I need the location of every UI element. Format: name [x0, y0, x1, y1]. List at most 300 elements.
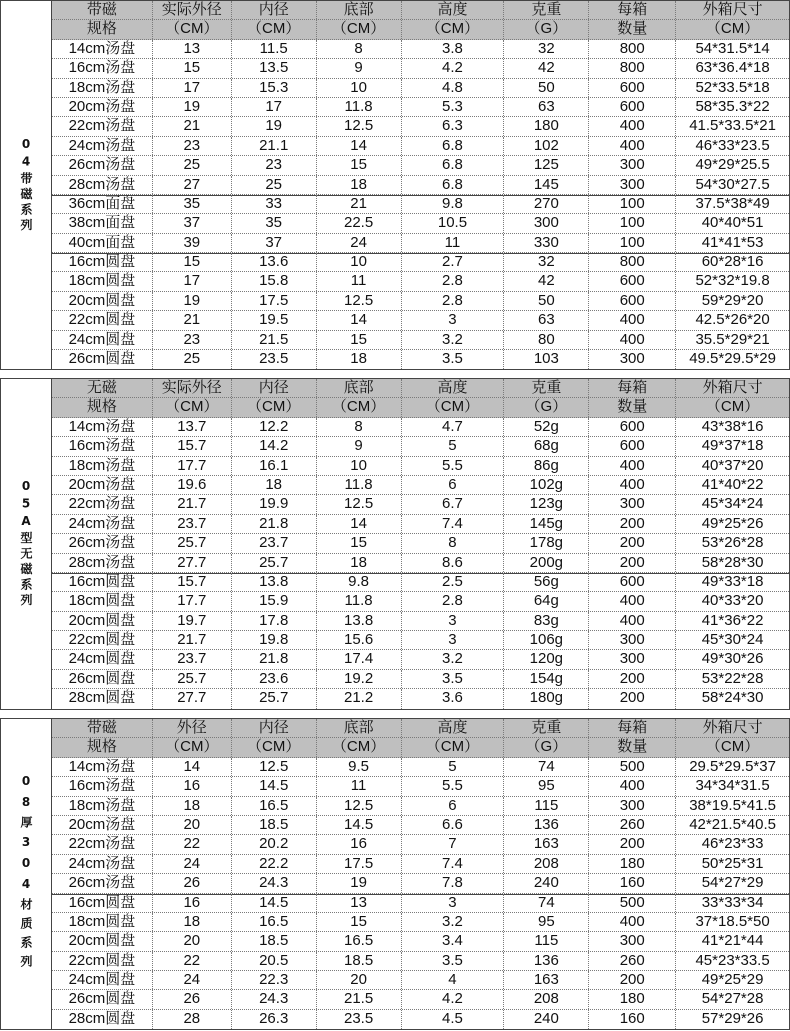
- height-subheader-cell: （CM）: [402, 20, 505, 38]
- height-cell: 5.5: [402, 777, 505, 795]
- carton-size-header-cell: 外箱尺寸: [702, 719, 763, 736]
- per-box-header-cell: 每箱: [589, 1, 676, 19]
- spec-cell: 20cm圆盘: [52, 612, 153, 630]
- series-label-text: 08厚304材质系列: [19, 774, 33, 975]
- weight-cell: 136: [504, 952, 589, 970]
- weight-cell: 120g: [504, 650, 589, 668]
- carton-size-cell: 63*36.4*18: [695, 59, 770, 77]
- weight-cell: 145: [504, 176, 589, 194]
- height-cell: 3.6: [402, 689, 505, 708]
- per-box-subheader-cell: 数量: [589, 20, 676, 38]
- inner-diameter-cell: 23.5: [232, 350, 317, 369]
- spec-cell: 16cm圆盘: [52, 894, 153, 912]
- per-box-cell: 200: [589, 554, 676, 572]
- table-row: [52, 253, 789, 272]
- spec-cell: 26cm汤盘: [52, 874, 153, 892]
- series-label-text: 04带磁系列: [19, 136, 33, 234]
- spec-cell: 24cm汤盘: [52, 137, 153, 155]
- bottom-cell: 18: [317, 554, 402, 572]
- subheader-row: [52, 398, 789, 417]
- weight-cell: 68g: [504, 437, 589, 455]
- per-box-cell: 400: [589, 457, 676, 475]
- inner-diameter-subheader-cell: （CM）: [232, 20, 317, 38]
- carton-size-cell: 35.5*29*21: [695, 330, 770, 348]
- carton-size-cell: 40*40*51: [701, 214, 764, 232]
- spec-cell: 18cm圆盘: [52, 913, 153, 931]
- bottom-cell: 15: [317, 331, 402, 349]
- inner-diameter-cell: 24.3: [232, 874, 317, 892]
- series-label-text: 05A型无磁系列: [19, 478, 33, 609]
- outer-diameter-header-cell: 实际外径: [153, 379, 232, 397]
- bottom-cell: 11: [317, 777, 402, 795]
- outer-diameter-cell: 23: [153, 137, 232, 155]
- carton-size-cell: 54*27*29: [701, 874, 764, 892]
- outer-diameter-cell: 37: [153, 214, 232, 232]
- table-row: [52, 913, 789, 932]
- carton-size-cell: 45*23*33.5: [695, 951, 770, 969]
- outer-diameter-cell: 15: [153, 59, 232, 77]
- inner-diameter-cell: 19: [232, 117, 317, 135]
- weight-header-cell: 克重: [504, 719, 589, 737]
- per-box-cell: 300: [589, 495, 676, 513]
- outer-diameter-cell: 25.7: [153, 670, 232, 688]
- bottom-cell: 9.5: [317, 758, 402, 776]
- per-box-cell: 600: [589, 79, 676, 97]
- bottom-cell: 21: [317, 195, 402, 213]
- weight-cell: 74: [504, 758, 589, 776]
- weight-cell: 32: [504, 40, 589, 58]
- spec-cell: 22cm圆盘: [52, 311, 153, 329]
- spec-cell: 38cm面盘: [52, 214, 153, 232]
- spec-cell: 18cm汤盘: [52, 457, 153, 475]
- weight-cell: 103: [504, 350, 589, 369]
- height-cell: 4.8: [402, 79, 505, 97]
- table-row: [52, 331, 789, 350]
- spec-cell: 16cm汤盘: [52, 437, 153, 455]
- carton-size-cell: 49*25*26: [701, 514, 764, 532]
- outer-diameter-cell: 26: [153, 990, 232, 1008]
- outer-diameter-cell: 15: [153, 253, 232, 271]
- per-box-cell: 300: [589, 631, 676, 649]
- inner-diameter-cell: 20.2: [232, 835, 317, 853]
- carton-size-cell: 54*27*28: [701, 990, 764, 1008]
- per-box-cell: 400: [589, 612, 676, 630]
- bottom-cell: 9: [317, 437, 402, 455]
- per-box-header-cell: 每箱: [589, 379, 676, 397]
- weight-cell: 52g: [504, 418, 589, 436]
- weight-cell: 115: [504, 932, 589, 950]
- table-row: [52, 195, 789, 214]
- weight-cell: 95: [504, 777, 589, 795]
- carton-size-cell: 52*32*19.8: [695, 272, 770, 290]
- inner-diameter-cell: 16.5: [232, 913, 317, 931]
- bottom-cell: 13.8: [317, 612, 402, 630]
- weight-cell: 50: [504, 79, 589, 97]
- height-cell: 6.6: [402, 816, 505, 834]
- height-cell: 4.2: [402, 990, 505, 1008]
- spec-subheader-cell: 规格: [52, 398, 153, 416]
- height-cell: 6.8: [402, 156, 505, 174]
- bottom-cell: 12.5: [317, 117, 402, 135]
- outer-diameter-subheader-cell: （CM）: [153, 738, 232, 756]
- weight-cell: 208: [504, 990, 589, 1008]
- table-row: [52, 932, 789, 951]
- weight-header-cell: 克重: [504, 379, 589, 397]
- carton-size-cell: 45*34*24: [701, 495, 764, 513]
- inner-diameter-cell: 19.9: [232, 495, 317, 513]
- outer-diameter-cell: 17.7: [153, 592, 232, 610]
- outer-diameter-cell: 22: [153, 952, 232, 970]
- table-row: [52, 689, 789, 708]
- carton-size-cell: 49*29*25.5: [695, 156, 770, 174]
- outer-diameter-cell: 20: [153, 816, 232, 834]
- bottom-cell: 12.5: [317, 292, 402, 310]
- spec-cell: 28cm汤盘: [52, 554, 153, 572]
- spec-cell: 26cm圆盘: [52, 670, 153, 688]
- spec-cell: 20cm汤盘: [52, 816, 153, 834]
- table-row: [52, 272, 789, 291]
- bottom-cell: 8: [317, 418, 402, 436]
- per-box-cell: 260: [589, 816, 676, 834]
- weight-cell: 95: [504, 913, 589, 931]
- height-cell: 2.8: [402, 292, 505, 310]
- inner-diameter-header-cell: 内径: [232, 379, 317, 397]
- table-row: [52, 117, 789, 136]
- outer-diameter-cell: 13: [153, 40, 232, 58]
- per-box-cell: 600: [589, 98, 676, 116]
- outer-diameter-cell: 27: [153, 176, 232, 194]
- per-box-cell: 300: [589, 156, 676, 174]
- inner-diameter-cell: 17.5: [232, 292, 317, 310]
- weight-subheader-cell: （G）: [504, 20, 589, 38]
- outer-diameter-header-cell: 外径: [153, 719, 232, 737]
- height-cell: 8: [402, 534, 505, 552]
- table-row: [52, 971, 789, 990]
- outer-diameter-cell: 19.6: [153, 476, 232, 494]
- height-cell: 6: [402, 797, 505, 815]
- spec-cell: 22cm汤盘: [52, 117, 153, 135]
- table-row: [52, 515, 789, 534]
- bottom-header-cell: 底部: [317, 719, 402, 737]
- spec-cell: 22cm汤盘: [52, 495, 153, 513]
- bottom-cell: 19: [317, 874, 402, 892]
- height-header-cell: 高度: [402, 379, 505, 397]
- per-box-cell: 100: [589, 195, 676, 213]
- table-row: [52, 176, 789, 195]
- height-cell: 3: [402, 894, 505, 912]
- inner-diameter-cell: 12.2: [232, 418, 317, 436]
- carton-size-cell: 29.5*29.5*37: [689, 757, 776, 775]
- height-header-cell: 高度: [402, 719, 505, 737]
- spec-cell: 16cm圆盘: [52, 573, 153, 591]
- per-box-cell: 100: [589, 214, 676, 232]
- inner-diameter-cell: 22.3: [232, 971, 317, 989]
- height-cell: 6.7: [402, 495, 505, 513]
- bottom-cell: 17.5: [317, 855, 402, 873]
- bottom-cell: 18: [317, 176, 402, 194]
- bottom-cell: 15.6: [317, 631, 402, 649]
- bottom-cell: 15: [317, 913, 402, 931]
- per-box-cell: 180: [589, 990, 676, 1008]
- bottom-cell: 21.2: [317, 689, 402, 708]
- carton-size-cell: 33*33*34: [701, 893, 764, 911]
- carton-size-cell: 58*24*30: [701, 689, 764, 707]
- inner-diameter-cell: 13.8: [232, 573, 317, 591]
- inner-diameter-subheader-cell: （CM）: [232, 398, 317, 416]
- inner-diameter-subheader-cell: （CM）: [232, 738, 317, 756]
- weight-cell: 42: [504, 272, 589, 290]
- table-row: [52, 631, 789, 650]
- bottom-cell: 11.8: [317, 592, 402, 610]
- table-row: [52, 234, 789, 253]
- bottom-cell: 23.5: [317, 1010, 402, 1029]
- spec-cell: 20cm汤盘: [52, 98, 153, 116]
- spec-grid: [52, 0, 790, 370]
- table-row: [52, 495, 789, 514]
- bottom-cell: 11.8: [317, 98, 402, 116]
- inner-diameter-cell: 23: [232, 156, 317, 174]
- spec-cell: 26cm汤盘: [52, 534, 153, 552]
- spec-cell: 16cm圆盘: [52, 253, 153, 271]
- series-label: [0, 0, 52, 370]
- spec-cell: 18cm圆盘: [52, 592, 153, 610]
- spec-cell: 26cm圆盘: [52, 350, 153, 369]
- weight-cell: 106g: [504, 631, 589, 649]
- outer-diameter-cell: 21: [153, 311, 232, 329]
- carton-size-cell: 37.5*38*49: [695, 194, 770, 212]
- table-row: [52, 40, 789, 59]
- carton-size-subheader-cell: （CM）: [705, 398, 760, 416]
- height-cell: 6.8: [402, 176, 505, 194]
- carton-size-cell: 42.5*26*20: [695, 311, 770, 329]
- height-cell: 3.5: [402, 952, 505, 970]
- spec-subheader-cell: 规格: [52, 20, 153, 38]
- bottom-cell: 13: [317, 894, 402, 912]
- height-cell: 4: [402, 971, 505, 989]
- table-row: [52, 350, 789, 369]
- weight-cell: 32: [504, 253, 589, 271]
- inner-diameter-cell: 19.8: [232, 631, 317, 649]
- spec-cell: 22cm汤盘: [52, 835, 153, 853]
- carton-size-cell: 43*38*16: [701, 417, 764, 435]
- height-cell: 3.4: [402, 932, 505, 950]
- height-cell: 9.8: [402, 195, 505, 213]
- per-box-cell: 400: [589, 913, 676, 931]
- per-box-subheader-cell: 数量: [589, 398, 676, 416]
- table-row: [52, 835, 789, 854]
- weight-cell: 123g: [504, 495, 589, 513]
- inner-diameter-cell: 23.6: [232, 670, 317, 688]
- bottom-cell: 11: [317, 272, 402, 290]
- inner-diameter-cell: 25: [232, 176, 317, 194]
- inner-diameter-header-cell: 内径: [232, 1, 317, 19]
- bottom-cell: 24: [317, 234, 402, 252]
- inner-diameter-cell: 15.9: [232, 592, 317, 610]
- height-cell: 6.3: [402, 117, 505, 135]
- height-cell: 5.3: [402, 98, 505, 116]
- inner-diameter-cell: 21.8: [232, 515, 317, 533]
- spec-cell: 28cm圆盘: [52, 1010, 153, 1029]
- per-box-cell: 500: [589, 758, 676, 776]
- weight-cell: 163: [504, 971, 589, 989]
- per-box-cell: 260: [589, 952, 676, 970]
- carton-size-cell: 50*25*31: [701, 854, 764, 872]
- inner-diameter-cell: 23.7: [232, 534, 317, 552]
- height-cell: 2.7: [402, 253, 505, 271]
- per-box-cell: 200: [589, 835, 676, 853]
- carton-size-subheader-cell: （CM）: [705, 738, 760, 756]
- bottom-header-cell: 底部: [317, 379, 402, 397]
- table-row: [52, 874, 789, 893]
- inner-diameter-cell: 35: [232, 214, 317, 232]
- spec-cell: 18cm汤盘: [52, 79, 153, 97]
- bottom-cell: 18: [317, 350, 402, 369]
- carton-size-cell: 46*23*33: [701, 835, 764, 853]
- table-row: [52, 855, 789, 874]
- outer-diameter-cell: 17.7: [153, 457, 232, 475]
- height-cell: 5.5: [402, 457, 505, 475]
- height-cell: 5: [402, 758, 505, 776]
- per-box-cell: 400: [589, 311, 676, 329]
- outer-diameter-cell: 23.7: [153, 515, 232, 533]
- per-box-cell: 160: [589, 1010, 676, 1029]
- weight-cell: 200g: [504, 554, 589, 572]
- per-box-cell: 200: [589, 670, 676, 688]
- carton-size-header-cell: 外箱尺寸: [702, 379, 763, 396]
- bottom-cell: 21.5: [317, 990, 402, 1008]
- carton-size-cell: 37*18.5*50: [695, 912, 770, 930]
- per-box-cell: 300: [589, 350, 676, 369]
- weight-cell: 50: [504, 292, 589, 310]
- carton-size-cell: 58*35.3*22: [695, 97, 770, 115]
- outer-diameter-cell: 24: [153, 855, 232, 873]
- outer-diameter-cell: 25: [153, 156, 232, 174]
- carton-size-cell: 60*28*16: [701, 253, 764, 271]
- height-cell: 6: [402, 476, 505, 494]
- table-row: [52, 79, 789, 98]
- weight-cell: 145g: [504, 515, 589, 533]
- inner-diameter-cell: 20.5: [232, 952, 317, 970]
- table-row: [52, 214, 789, 233]
- height-cell: 10.5: [402, 214, 505, 232]
- weight-cell: 83g: [504, 612, 589, 630]
- carton-size-cell: 38*19.5*41.5: [689, 796, 776, 814]
- weight-cell: 115: [504, 797, 589, 815]
- inner-diameter-cell: 22.2: [232, 855, 317, 873]
- height-cell: 7.4: [402, 855, 505, 873]
- height-cell: 2.8: [402, 592, 505, 610]
- per-box-cell: 400: [589, 476, 676, 494]
- inner-diameter-cell: 14.2: [232, 437, 317, 455]
- series-08-table: [0, 718, 790, 1030]
- table-row: [52, 952, 789, 971]
- inner-diameter-cell: 18.5: [232, 932, 317, 950]
- height-cell: 3: [402, 311, 505, 329]
- inner-diameter-cell: 18: [232, 476, 317, 494]
- height-cell: 3: [402, 612, 505, 630]
- per-box-cell: 800: [589, 253, 676, 271]
- carton-size-cell: 45*30*24: [701, 631, 764, 649]
- weight-cell: 154g: [504, 670, 589, 688]
- header-row: [52, 719, 789, 738]
- carton-size-header-cell: 外箱尺寸: [702, 1, 763, 18]
- subheader-row: [52, 738, 789, 757]
- carton-size-cell: 40*33*20: [701, 592, 764, 610]
- table-row: [52, 650, 789, 669]
- bottom-cell: 12.5: [317, 797, 402, 815]
- outer-diameter-cell: 18: [153, 797, 232, 815]
- per-box-cell: 600: [589, 418, 676, 436]
- height-cell: 3.2: [402, 331, 505, 349]
- bottom-cell: 16: [317, 835, 402, 853]
- per-box-cell: 400: [589, 137, 676, 155]
- inner-diameter-cell: 33: [232, 195, 317, 213]
- inner-diameter-cell: 37: [232, 234, 317, 252]
- weight-cell: 330: [504, 234, 589, 252]
- spec-cell: 24cm圆盘: [52, 650, 153, 668]
- inner-diameter-cell: 26.3: [232, 1010, 317, 1029]
- inner-diameter-header-cell: 内径: [232, 719, 317, 737]
- weight-subheader-cell: （G）: [504, 398, 589, 416]
- bottom-cell: 17.4: [317, 650, 402, 668]
- inner-diameter-cell: 15.3: [232, 79, 317, 97]
- height-cell: 4.2: [402, 59, 505, 77]
- outer-diameter-cell: 15.7: [153, 573, 232, 591]
- weight-cell: 208: [504, 855, 589, 873]
- carton-size-subheader-cell: （CM）: [705, 20, 760, 38]
- carton-size-cell: 46*33*23.5: [695, 136, 770, 154]
- weight-cell: 270: [504, 195, 589, 213]
- per-box-cell: 400: [589, 777, 676, 795]
- bottom-cell: 11.8: [317, 476, 402, 494]
- carton-size-cell: 41.5*33.5*21: [689, 117, 776, 135]
- spec-cell: 36cm面盘: [52, 195, 153, 213]
- weight-cell: 178g: [504, 534, 589, 552]
- height-cell: 2.5: [402, 573, 505, 591]
- inner-diameter-cell: 21.5: [232, 331, 317, 349]
- header-row: [52, 379, 789, 398]
- weight-cell: 240: [504, 874, 589, 892]
- table-row: [52, 59, 789, 78]
- bottom-header-cell: 底部: [317, 1, 402, 19]
- weight-cell: 80: [504, 331, 589, 349]
- per-box-cell: 300: [589, 932, 676, 950]
- spec-cell: 22cm圆盘: [52, 631, 153, 649]
- table-row: [52, 292, 789, 311]
- inner-diameter-cell: 21.1: [232, 137, 317, 155]
- spec-cell: 22cm圆盘: [52, 952, 153, 970]
- per-box-cell: 160: [589, 874, 676, 892]
- height-cell: 2.8: [402, 272, 505, 290]
- outer-diameter-cell: 21.7: [153, 631, 232, 649]
- per-box-cell: 800: [589, 59, 676, 77]
- height-cell: 4.5: [402, 1010, 505, 1029]
- per-box-cell: 200: [589, 971, 676, 989]
- carton-size-cell: 57*29*26: [701, 1009, 764, 1027]
- carton-size-cell: 41*41*53: [701, 233, 764, 251]
- table-row: [52, 476, 789, 495]
- outer-diameter-cell: 17: [153, 272, 232, 290]
- table-row: [52, 457, 789, 476]
- outer-diameter-cell: 39: [153, 234, 232, 252]
- outer-diameter-cell: 25.7: [153, 534, 232, 552]
- bottom-subheader-cell: （CM）: [317, 738, 402, 756]
- height-cell: 4.7: [402, 418, 505, 436]
- carton-size-cell: 49*30*26: [701, 650, 764, 668]
- bottom-cell: 20: [317, 971, 402, 989]
- outer-diameter-cell: 25: [153, 350, 232, 369]
- table-row: [52, 534, 789, 553]
